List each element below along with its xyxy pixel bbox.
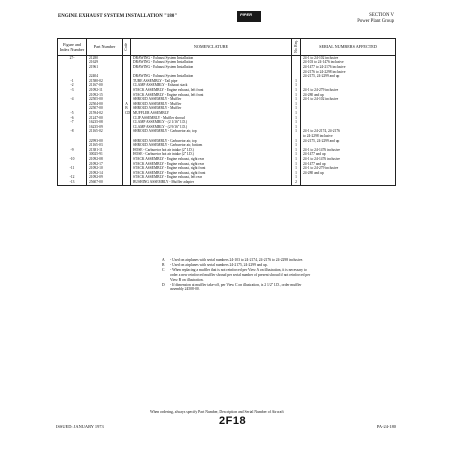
serial-cell: 24-1 to 24-1476 inclusive	[301, 148, 396, 153]
serial-cell: 24-1 to 24-279 inclusive	[301, 166, 396, 171]
table-header-row	[58, 39, 396, 56]
figure-cell: -3	[58, 88, 87, 93]
quantity-cell: 1	[292, 139, 301, 144]
note-key: D	[162, 282, 165, 287]
quantity-cell: 1	[292, 125, 301, 130]
nomenclature-cell: CLAMP ASSEMBLY - Exhaust stack	[131, 83, 292, 88]
nomenclature-cell: STACK ASSEMBLY - Engine exhaust, right rear	[131, 157, 292, 162]
part-number-cell: 21092-08	[87, 157, 123, 162]
part-number-cell: 25607-00	[87, 180, 123, 185]
nomenclature-cell: STACK ASSEMBLY - Engine exhaust, right front	[131, 166, 292, 171]
part-number-cell: 21629	[87, 60, 123, 65]
figure-cell: -5	[58, 111, 87, 116]
quantity-cell: 1	[292, 162, 301, 167]
part-number-cell: 21092-10	[87, 166, 123, 171]
note-item	[162, 283, 314, 292]
part-number-cell: 21961	[87, 65, 123, 70]
header-part-number: Part Number	[87, 39, 123, 56]
serial-cell: 24-280 and up	[301, 93, 396, 98]
figure-cell: -4	[58, 97, 87, 102]
quantity-cell: 1	[292, 120, 301, 125]
quantity-cell: 1	[292, 111, 301, 116]
nomenclature-cell: SHROUD ASSEMBLY - Carburetor air, bottom	[131, 143, 292, 148]
nomenclature-cell: DRAWING - Exhaust System Installation	[131, 55, 292, 60]
ordering-note: When ordering, always specify Part Number, Description and Serial Number of Aircraft	[150, 410, 284, 414]
code-cell	[123, 180, 131, 185]
quantity-cell: 2	[292, 180, 301, 185]
figure-cell: -12	[58, 175, 87, 180]
figure-cell: -9	[58, 148, 87, 153]
part-number-cell: 22505-00	[87, 97, 123, 102]
serial-cell: 24-2176 to 24-2298 inclusive	[301, 70, 396, 75]
serial-cell: 24-280 and up	[301, 171, 396, 176]
nomenclature-cell: BUSHING ASSEMBLY - Muffler adapter	[131, 180, 292, 185]
page-number: PA-24-180	[376, 424, 396, 429]
notes-block	[162, 258, 314, 293]
part-number-cell: 21092-14	[87, 171, 123, 176]
part-number-cell: 22504-00	[87, 102, 123, 107]
quantity-cell: 1	[292, 171, 301, 176]
nomenclature-cell: CLIP ASSEMBLY - Muffler shroud	[131, 116, 292, 121]
note-text: - Used on airplanes with serial numbers 24-103 to 24-2174, 24-2176 to 24-2298 inclusive.	[170, 258, 304, 262]
quantity-cell: 1	[292, 166, 301, 171]
quantity-cell: 1	[292, 148, 301, 153]
table-body	[58, 55, 396, 185]
serial-cell: 24-1 to 24-279 inclusive	[301, 88, 396, 93]
serial-cell: 24-1477 and up	[301, 162, 396, 167]
serial-cell: 24-1477 and up	[301, 152, 396, 157]
part-number-cell: 22993-00	[87, 139, 123, 144]
nomenclature-cell: DRAWING - Exhaust System Installation	[131, 74, 292, 79]
nomenclature-cell: CLAMP ASSEMBLY - (2 9/16" I.D.)	[131, 125, 292, 130]
header-no-req	[292, 39, 301, 56]
nomenclature-cell: TUBE ASSEMBLY - Tail pipe	[131, 79, 292, 84]
quantity-cell: 1	[292, 79, 301, 84]
part-number-cell: 21165-02	[87, 129, 123, 134]
serial-cell: to 24-2298 inclusive	[301, 134, 396, 139]
part-number-cell: 21167-00	[87, 83, 123, 88]
header-serial-numbers: SERIAL NUMBERS AFFECTED	[301, 39, 396, 56]
header-code-text: Code	[124, 42, 128, 51]
serial-cell: 24-1 to 24-102 inclusive	[301, 97, 396, 102]
logo-text: PIPER	[240, 12, 253, 17]
header-code	[123, 39, 131, 56]
part-number-cell: 21092-15	[87, 93, 123, 98]
part-number-cell: 21092-09	[87, 175, 123, 180]
part-number-cell: 21280	[87, 55, 123, 60]
serial-cell: 24-1 to 24-102 inclusive	[301, 55, 396, 60]
part-number-cell: 22507-00	[87, 106, 123, 111]
nomenclature-cell: SHROUD ASSEMBLY - Muffler	[131, 102, 292, 107]
quantity-cell: 1	[292, 175, 301, 180]
issued-date: ISSUED: JANUARY 1973	[56, 424, 104, 429]
quantity-cell: 1	[292, 93, 301, 98]
quantity-cell: 1	[292, 157, 301, 162]
note-key: B	[162, 263, 165, 268]
nomenclature-cell: DRAWING - Exhaust System Installation	[131, 65, 292, 70]
table-row	[58, 180, 396, 185]
part-number-cell: 21092-17	[87, 162, 123, 167]
serial-cell	[301, 180, 396, 185]
code-cell: CD	[123, 111, 131, 116]
nomenclature-cell: HOSE - Carburetor hot air intake (2" I.D.)	[131, 148, 292, 153]
serial-cell: 24-1 to 24-1476 inclusive	[301, 157, 396, 162]
part-number-cell: 16235-08	[87, 120, 123, 125]
part-number-cell: 21165-03	[87, 143, 123, 148]
part-number-cell: 16235-09	[87, 125, 123, 130]
serial-cell: 24-1477 to 24-2176 inclusive	[301, 65, 396, 70]
part-number-cell: 21594-02	[87, 111, 123, 116]
serial-cell: 24-2175, 24-2299 and up	[301, 139, 396, 144]
part-number-cell: 22404	[87, 74, 123, 79]
note-item	[162, 258, 314, 263]
part-number-cell: 21092-11	[87, 88, 123, 93]
nomenclature-cell: STACK ASSEMBLY - Engine exhaust, right rear	[131, 162, 292, 167]
header-nomenclature: NOMENCLATURE	[131, 39, 292, 56]
nomenclature-cell: SHROUD ASSEMBLY - Muffler	[131, 97, 292, 102]
figure-cell: -8	[58, 129, 87, 134]
nomenclature-cell: SHROUD ASSEMBLY - Carburetor air, top	[131, 129, 292, 134]
nomenclature-cell: STACK ASSEMBLY - Engine exhaust, left rear	[131, 175, 292, 180]
parts-table	[57, 38, 396, 186]
serial-cell: 24-2175, 24-2299 and up	[301, 74, 396, 79]
quantity-cell: 1	[292, 97, 301, 102]
figure-cell: -6	[58, 116, 87, 121]
note-key: A	[162, 258, 165, 262]
note-item	[162, 263, 314, 268]
quantity-cell: 1	[292, 116, 301, 121]
section-subtitle: Power Plant Group	[357, 19, 394, 24]
quantity-cell: 1	[292, 129, 301, 134]
figure-cell: -13	[58, 180, 87, 185]
part-number-cell: 30025-91	[87, 152, 123, 157]
piper-logo	[237, 11, 261, 22]
part-number-cell: 21580-02	[87, 79, 123, 84]
nomenclature-cell: MUFFLER ASSEMBLY	[131, 111, 292, 116]
quantity-cell: 1	[292, 83, 301, 88]
quantity-cell: 1	[292, 143, 301, 148]
part-number-cell: 21247-00	[87, 116, 123, 121]
nomenclature-cell: SHROUD ASSEMBLY - Muffler	[131, 106, 292, 111]
page-title: ENGINE EXHAUST SYSTEM INSTALLATION "180"	[58, 14, 178, 19]
figure-cell: -11	[58, 166, 87, 171]
header-figure: Figure and Index Number	[58, 39, 87, 56]
note-item	[162, 268, 314, 282]
fiche-number: 2F18	[219, 415, 247, 427]
serial-cell: 24-103 to 24-1476 inclusive	[301, 60, 396, 65]
serial-cell: 24-1 to 24-2174, 24-2176	[301, 129, 396, 134]
nomenclature-cell: STACK ASSEMBLY - Engine exhaust, left front	[131, 93, 292, 98]
note-key: C	[162, 268, 165, 273]
note-text: - Used on airplanes with serial numbers 24-2175, 24-2299 and up.	[170, 263, 268, 268]
section-label: SECTION V	[369, 13, 394, 18]
figure-cell: -7	[58, 120, 87, 125]
quantity-cell: 1	[292, 88, 301, 93]
code-cell: A	[123, 102, 131, 107]
note-text: - If dimension at muffler take-off, per View C on illustration, is 2 1/2" I.D., order muffler assembly 24508-00.	[170, 282, 302, 292]
figure-cell: -1	[58, 79, 87, 84]
code-cell: B	[123, 106, 131, 111]
quantity-cell: 1	[292, 106, 301, 111]
quantity-cell: 1	[292, 152, 301, 157]
quantity-cell: 1	[292, 102, 301, 107]
figure-cell: -10	[58, 157, 87, 162]
figure-cell: -2	[58, 83, 87, 88]
part-number-cell: 21381-11	[87, 148, 123, 153]
note-text: - When replacing a muffler that is not reinforced per View A on illustration, it is necessary to order a new reinforced muffler shroud per serial number of present shroud if not reinforced per View B on illustration.	[170, 268, 311, 282]
nomenclature-cell: STACK ASSEMBLY - Engine exhaust, left front	[131, 88, 292, 93]
nomenclature-cell: CLAMP ASSEMBLY - (2 1/16" I.D.)	[131, 120, 292, 125]
nomenclature-cell: HOSE - Carburetor hot air intake (2" I.D.)	[131, 152, 292, 157]
nomenclature-cell: DRAWING - Exhaust System Installation	[131, 60, 292, 65]
figure-cell: 27-	[58, 55, 87, 60]
nomenclature-cell: SHROUD ASSEMBLY - Carburetor air, top	[131, 139, 292, 144]
nomenclature-cell: STACK ASSEMBLY - Engine exhaust, right front	[131, 171, 292, 176]
header-no-req-text: No. Req.	[293, 40, 298, 53]
